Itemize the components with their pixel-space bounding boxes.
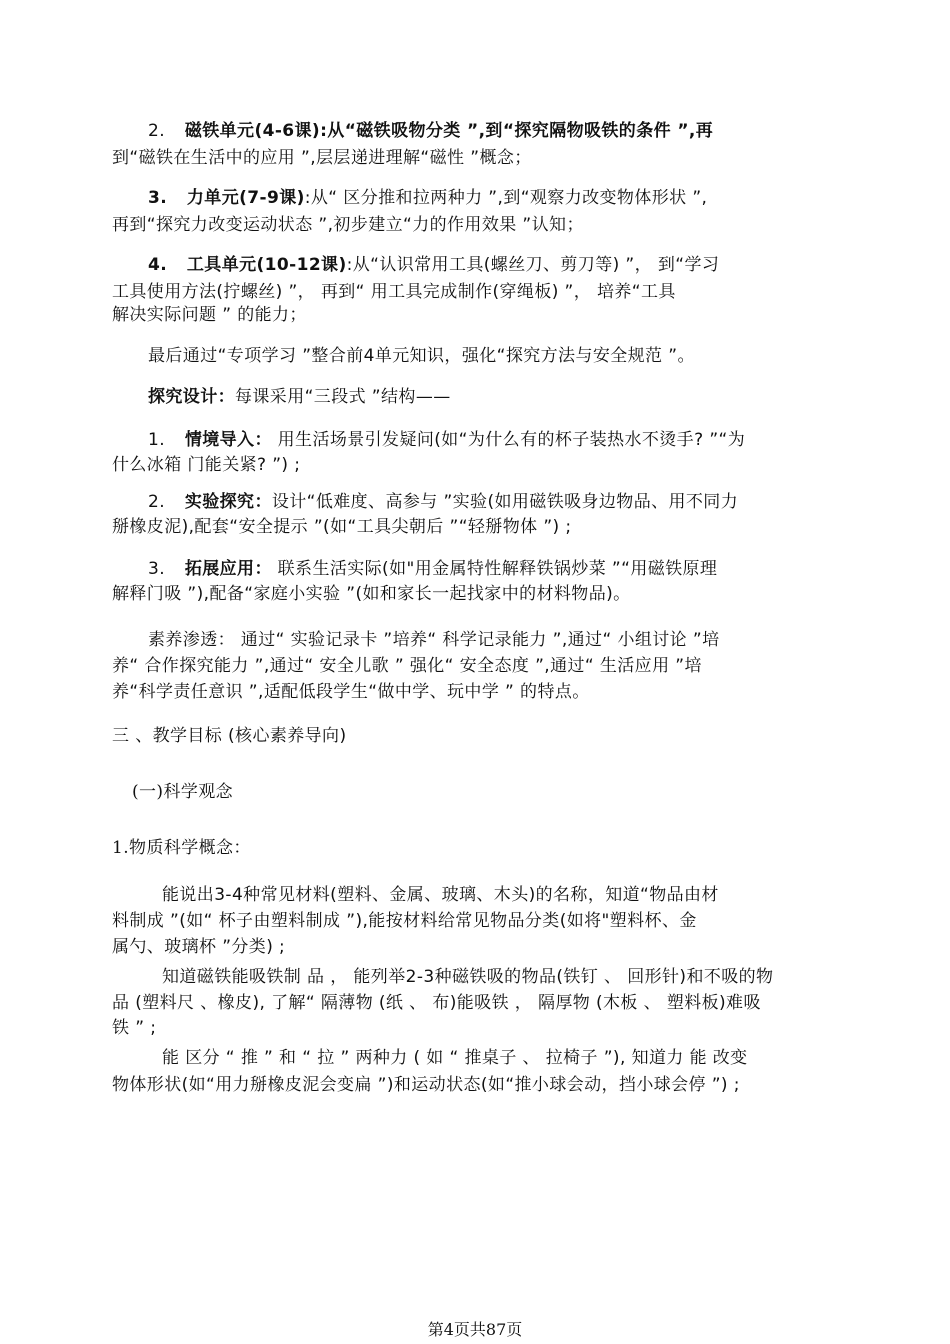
magnet-para-line1: 知道磁铁能吸铁制 品 ， 能列举2-3种磁铁吸的物品(铁钉 、 回形针)和不吸的物 <box>162 967 774 987</box>
step1-line1 <box>148 428 745 452</box>
step2-text: 设计“低难度、高参与 ”实验(如用磁铁吸身边物品、用不同力 <box>271 492 739 512</box>
unit-magnet-line2: 到“磁铁在生活中的应用 ”,层层递进理解“磁性 ”概念； <box>112 148 532 168</box>
magnet-para-line3: 铁 ” ; <box>112 1018 157 1038</box>
unit-force-number: 3. <box>148 188 168 208</box>
unit-force-line2: 再到“探究力改变运动状态 ”,初步建立“力的作用效果 ”认知； <box>112 215 584 235</box>
unit-tools-heading: 工具单元(10-12课) <box>186 255 347 275</box>
literacy-line1: 素养渗透： 通过“ 实验记录卡 ”培养“ 科学记录能力 ”,通过“ 小组讨论 ”培 <box>148 630 720 650</box>
unit-tools-line2: 工具使用方法(拧螺丝) ”， 再到“ 用工具完成制作(穿绳板) ”， 培养“工具 <box>112 282 676 302</box>
summary-text: 最后通过“专项学习 ”整合前4单元知识，强化“探究方法与安全规范 ”。 <box>148 346 695 366</box>
inquiry-text: 每课采用“三段式 ”结构—— <box>235 387 451 407</box>
force-para-line2: 物体形状(如“用力掰橡皮泥会变扁 ”)和运动状态(如“推小球会动，挡小球会停 ”) ; <box>112 1075 740 1095</box>
literacy-line3: 养“科学责任意识 ”,适配低段学生“做中学、玩中学 ” 的特点。 <box>112 682 590 702</box>
step2-line1 <box>148 490 738 514</box>
step1-number: 1. <box>148 430 166 450</box>
step1-text: 用生活场景引发疑问(如“为什么有的杯子装热水不烫手? ”“为 <box>271 430 746 450</box>
unit-magnet-number: 2. <box>148 121 166 141</box>
step1-heading: 情境导入： <box>184 430 272 450</box>
step1-line2: 什么冰箱 门能关紧? ”) ; <box>112 455 301 475</box>
inquiry-label: 探究设计： <box>148 387 235 407</box>
unit-force-line1 <box>148 186 707 210</box>
unit-magnet-line1 <box>148 119 713 143</box>
page-number-footer: 第4页共87页 <box>427 1320 523 1339</box>
unit-magnet-heading: 磁铁单元(4-6课) <box>184 121 321 141</box>
materials-line2: 料制成 ”(如“ 杯子由塑料制成 ”),能按材料给常见物品分类(如将"塑料杯、金 <box>112 911 697 931</box>
step2-heading: 实验探究： <box>184 492 272 512</box>
magnet-para-line2: 品 (塑料尺 、橡皮), 了解“ 隔薄物 (纸 、 布)能吸铁 ， 隔厚物 (木板 、 塑料板)难吸 <box>112 993 761 1013</box>
unit-force-text: :从“ 区分推和拉两种力 ”,到“观察力改变物体形状 ”, <box>304 188 708 208</box>
step3-text: 联系生活实际(如"用金属特性解释铁锅炒菜 ”“用磁铁原理 <box>271 559 718 579</box>
subsection1-title: (一)科学观念 <box>132 782 234 802</box>
step2-line2: 掰橡皮泥),配套“安全提示 ”(如“工具尖朝后 ”“轻掰物体 ”) ; <box>112 517 572 537</box>
inquiry-heading-line <box>148 385 451 409</box>
step3-heading: 拓展应用： <box>184 559 272 579</box>
unit-tools-line1 <box>148 253 719 277</box>
force-para-line1: 能 区分 “ 推 ” 和 “ 拉 ” 两种力 ( 如 “ 推桌子 、 拉椅子 ”), 知道力 能 改变 <box>162 1048 748 1068</box>
section3-title: 三 、教学目标 (核心素养导向) <box>112 726 347 746</box>
literacy-line2: 养“ 合作探究能力 ”,通过“ 安全儿歌 ” 强化“ 安全态度 ”,通过“ 生活应用 ”培 <box>112 656 702 676</box>
unit-tools-text: :从“认识常用工具(螺丝刀、剪刀等) ”， 到“学习 <box>346 255 720 275</box>
unit-magnet-text: :从“磁铁吸物分类 ”,到“探究隔物吸铁的条件 ”,再 <box>320 121 714 141</box>
materials-line1: 能说出3-4种常见材料(塑料、金属、玻璃、木头)的名称，知道“物品由材 <box>162 885 719 905</box>
step3-line1 <box>148 557 717 581</box>
materials-line3: 属勺、玻璃杯 ”分类) ; <box>112 937 286 957</box>
unit-tools-line3: 解决实际问题 ” 的能力； <box>112 305 307 325</box>
step2-number: 2. <box>148 492 166 512</box>
unit-force-heading: 力单元(7-9课) <box>186 188 305 208</box>
step3-number: 3. <box>148 559 166 579</box>
concept-title: 1.物质科学概念： <box>112 838 251 858</box>
step3-line2: 解释门吸 ”),配备“家庭小实验 ”(如和家长一起找家中的材料物品)。 <box>112 584 631 604</box>
unit-tools-number: 4. <box>148 255 168 275</box>
